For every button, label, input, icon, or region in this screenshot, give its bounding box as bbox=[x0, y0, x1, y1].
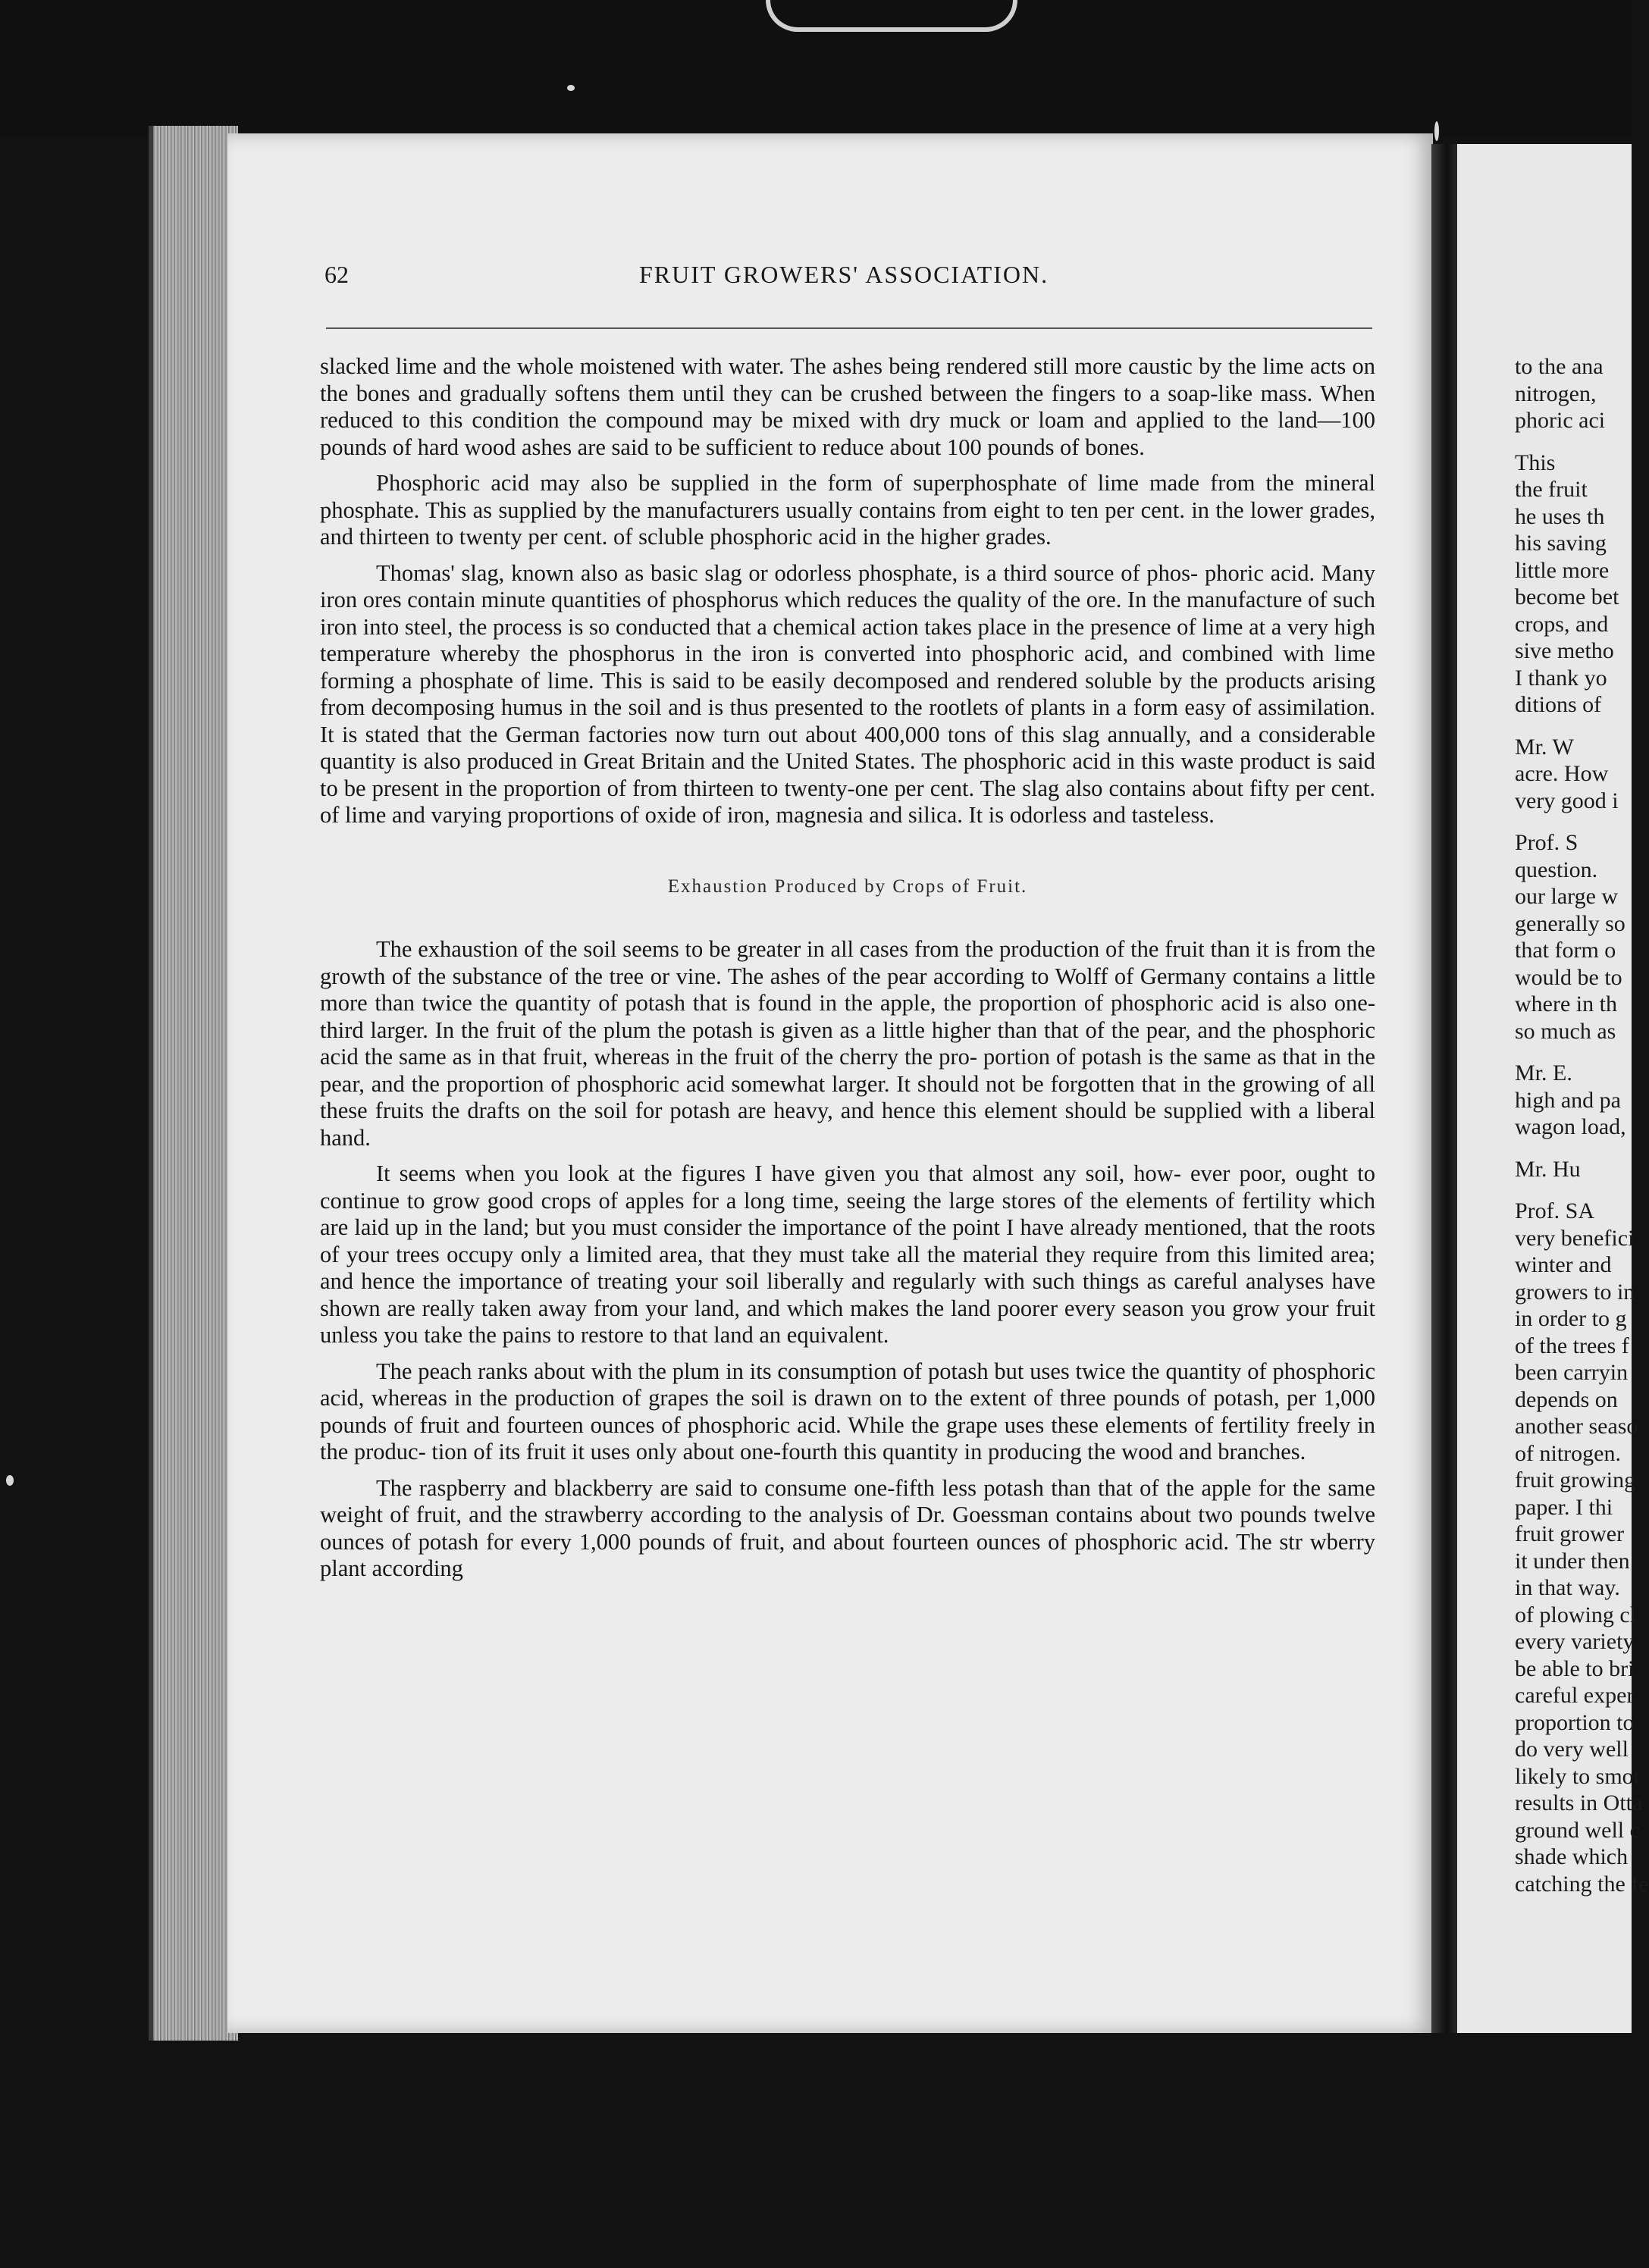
right-page-line: that form o bbox=[1515, 938, 1616, 963]
right-page-line: acre. How bbox=[1515, 761, 1609, 786]
right-page-line: likely to smot bbox=[1515, 1763, 1640, 1789]
section-heading: Exhaustion Produced by Crops of Fruit. bbox=[667, 876, 1028, 897]
right-page-line: phoric aci bbox=[1515, 408, 1606, 433]
line-gap bbox=[1515, 434, 1632, 450]
right-page-line: fruit growing bbox=[1515, 1468, 1636, 1493]
dust-speck bbox=[1434, 121, 1439, 141]
right-page-line: of plowing cl bbox=[1515, 1602, 1636, 1627]
right-page-line: the fruit bbox=[1515, 477, 1588, 502]
right-page-line: generally so bbox=[1515, 910, 1625, 936]
page-number: 62 bbox=[324, 261, 349, 288]
right-page-line: been carryin bbox=[1515, 1360, 1629, 1385]
right-page-line: catching the fe bbox=[1515, 1871, 1649, 1897]
right-page-line: so much as bbox=[1515, 1018, 1616, 1044]
line-gap bbox=[1515, 1141, 1632, 1156]
right-page-line: of nitrogen. bbox=[1515, 1440, 1621, 1466]
right-page-line: in order to g bbox=[1515, 1306, 1627, 1331]
line-gap bbox=[1515, 1183, 1632, 1198]
right-page-line: fruit grower bbox=[1515, 1521, 1625, 1546]
right-page-line: it under then bbox=[1515, 1548, 1630, 1574]
dust-speck bbox=[567, 85, 575, 91]
right-page-line: do very well bbox=[1515, 1737, 1629, 1762]
right-page-line: Mr. W bbox=[1515, 734, 1574, 760]
right-page-line: question. bbox=[1515, 857, 1598, 882]
right-page-line: he uses th bbox=[1515, 503, 1605, 529]
right-page-line: results in Otta bbox=[1515, 1790, 1643, 1815]
right-page-line: become bet bbox=[1515, 584, 1619, 609]
right-page-line: little more bbox=[1515, 557, 1610, 583]
paragraph: The exhaustion of the soil seems to be greater in all cases from the production of the fruit than it is from the growth of the substance of the tree or vine. The ashes of the pear according to Wolff of Germany contains a little more than twice the quantity of potash that is found in the apple, the proportion of phosphoric acid is also one-third larger. In the fruit of the plum the potash is given as a little higher than that of the pear, and the phosphoric acid the same as in that fruit, whereas in the fruit of the cherry the pro- portion of potash is the same as that in the pear, and the proportion of phosphoric acid somewhat larger. It should not be forgotten that in the growing of all these fruits the drafts on the soil for potash are heavy, and hence this element should be supplied with a liberal hand. bbox=[320, 936, 1375, 1151]
book-gutter bbox=[1431, 144, 1457, 2033]
right-page-line: his saving bbox=[1515, 531, 1607, 556]
right-page-line: crops, and bbox=[1515, 611, 1609, 637]
right-page-line: I thank yo bbox=[1515, 665, 1607, 691]
right-page-line: proportion to bbox=[1515, 1709, 1635, 1735]
line-gap bbox=[1515, 1045, 1632, 1060]
header-rule bbox=[326, 327, 1372, 329]
right-page-line: very benefici bbox=[1515, 1225, 1635, 1251]
right-page-line: nitrogen, bbox=[1515, 381, 1597, 406]
right-page-line: of the trees f bbox=[1515, 1333, 1629, 1358]
right-page-line: shade which bbox=[1515, 1844, 1629, 1869]
right-page-line: Mr. E. bbox=[1515, 1060, 1572, 1085]
right-page-line: depends on bbox=[1515, 1386, 1618, 1412]
right-page-line: Prof. SA bbox=[1515, 1198, 1595, 1223]
paragraph: Phosphoric acid may also be supplied in the form of superphosphate of lime made from the mineral phosphate. This as supplied by the manufacturers usually contains from eight to ten per cent. in the lower grades, and thirteen to twenty per cent. of scluble phosphoric acid in the higher grades. bbox=[320, 470, 1375, 550]
right-page-line: another seaso bbox=[1515, 1414, 1638, 1439]
paragraph: slacked lime and the whole moistened with water. The ashes being rendered still more caustic by the lime acts on the bones and gradually softens them until they can be crushed between the fingers to a soap-like mass. When reduced to this condition the compound may be mixed with dry muck or loam and applied to the land—100 pounds of hard wood ashes are said to be sufficient to reduce about 100 pounds of bones. bbox=[320, 353, 1375, 460]
dust-speck bbox=[6, 1475, 14, 1486]
right-page-line: sive metho bbox=[1515, 638, 1614, 663]
right-page-line: high and pa bbox=[1515, 1087, 1621, 1113]
right-page-line: wagon load, bbox=[1515, 1114, 1626, 1139]
right-page-line: Mr. Hu bbox=[1515, 1156, 1581, 1182]
book-page-edges bbox=[149, 126, 238, 2041]
right-page-line: in that way. bbox=[1515, 1575, 1620, 1600]
line-gap bbox=[1515, 719, 1632, 734]
line-gap bbox=[1515, 814, 1632, 829]
right-page-line: our large w bbox=[1515, 884, 1619, 909]
right-page-line: paper. I thi bbox=[1515, 1494, 1613, 1520]
right-page-line: where in th bbox=[1515, 991, 1617, 1017]
right-page-line: This bbox=[1515, 450, 1556, 475]
right-page-line: would be to bbox=[1515, 964, 1622, 990]
scan-artifact bbox=[766, 0, 1017, 32]
right-page-text bbox=[1515, 353, 1649, 1897]
paragraph: The raspberry and blackberry are said to consume one-fifth less potash than that of the apple for the same weight of fruit, and the strawberry according to the analysis of Dr. Goessman contains about two pounds twelve ounces of potash for every 1,000 pounds of fruit, and about fourteen ounces of phosphoric acid. The str wberry plant according bbox=[320, 1474, 1375, 1581]
right-page-line: Prof. S bbox=[1515, 830, 1578, 855]
right-page-line: ground well c bbox=[1515, 1817, 1640, 1843]
paragraph: The peach ranks about with the plum in its consumption of potash but uses twice the quantity of phosphoric acid, whereas in the production of grapes the soil is drawn on to the extent of three pounds of potash, per 1,000 pounds of fruit and fourteen ounces of phosphoric acid. While the grape uses these elements of fertility freely in the produc- tion of its fruit it uses only about one-fourth this quantity in producing the wood and branches. bbox=[320, 1358, 1375, 1464]
right-page-line: growers to in bbox=[1515, 1279, 1635, 1305]
right-page-line: every variety bbox=[1515, 1629, 1635, 1654]
page-header bbox=[324, 261, 1363, 306]
right-page-line: careful exper bbox=[1515, 1683, 1635, 1708]
paragraph: Thomas' slag, known also as basic slag or odorless phosphate, is a third source of phos- phoric acid. Many iron ores contain minute quantities of phosphorus which reduces the quality of the ore. In the manufacture of such iron into steel, the process is so conducted that a chemical action takes place in the presence of lime at a very high temperature whereby the phosphorus in the iron is converted into phosphoric acid, and combined with lime forming a phosphate of lime. This is said to be easily decomposed and rendered soluble by the products arising from decomposing humus in the soil and is thus presented to the rootlets of plants in a form easy of assimilation. It is stated that the German factories now turn out about 400,000 tons of this slag annually, and a considerable quantity is also produced in Great Britain and the United States. The phosphoric acid in this waste product is said to be present in the proportion of from thirteen to twenty-one per cent. The slag also contains about fifty per cent. of lime and varying proportions of oxide of iron, magnesia and silica. It is odorless and tasteless. bbox=[320, 559, 1375, 828]
right-page-line: be able to bri bbox=[1515, 1656, 1635, 1681]
paragraph: It seems when you look at the figures I have given you that almost any soil, how- ever poor, ought to continue to grow good crops of apples for a long time, seeing the large stores of the elements of fertility which are laid up in the land; but you must consider the importance of the point I have already mentioned, that the roots of your trees occupy only a limited area, that they must take all the material they require from this limited area; and hence the importance of treating your soil liberally and regularly with such things as careful analyses have shown are really taken away from your land, and which makes the land poorer every season you grow your fruit unless you take the pains to restore to that land an equivalent. bbox=[320, 1161, 1375, 1348]
body-text bbox=[320, 353, 1375, 1592]
right-page-line: ditions of bbox=[1515, 692, 1602, 717]
running-title: FRUIT GROWERS' ASSOCIATION. bbox=[638, 261, 1049, 288]
right-page-line: to the ana bbox=[1515, 354, 1604, 379]
right-page-line: very good i bbox=[1515, 788, 1619, 813]
right-page-line: winter and bbox=[1515, 1252, 1612, 1277]
